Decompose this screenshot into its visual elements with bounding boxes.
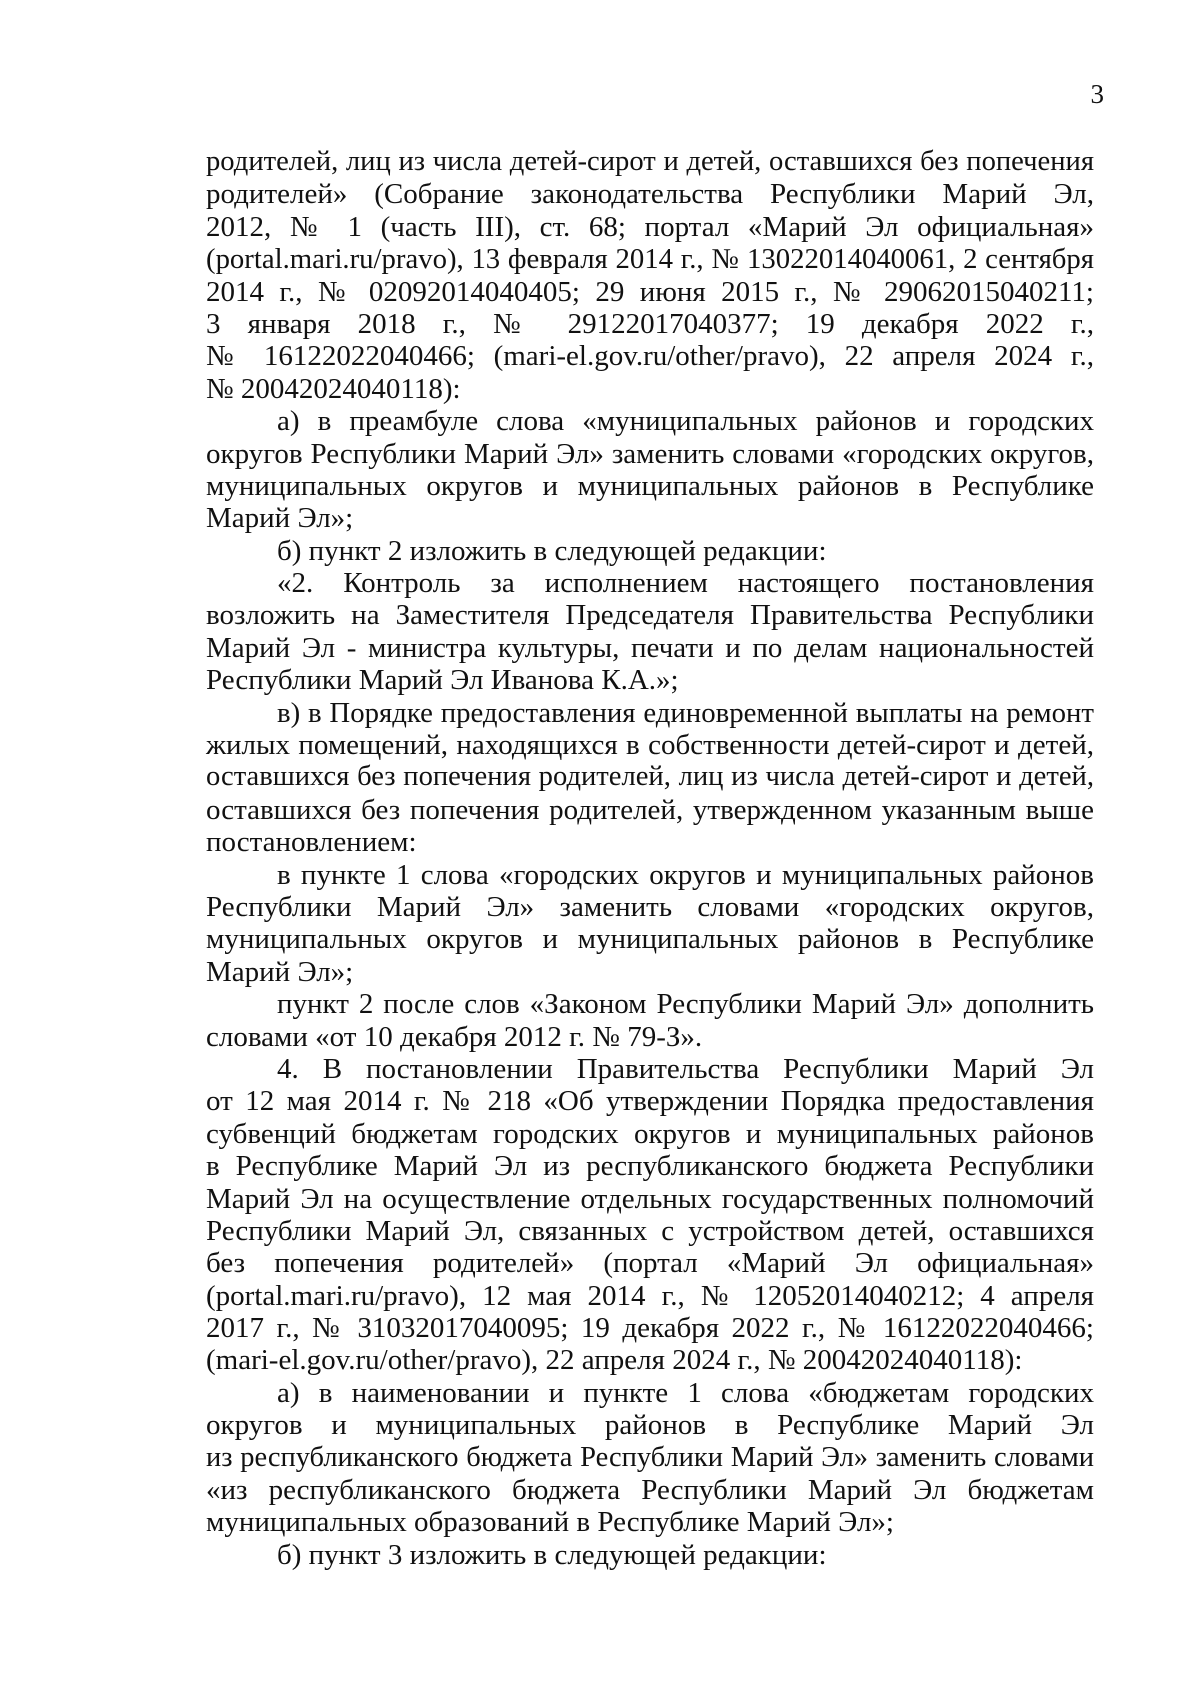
text-line: «2. Контроль за исполнением настоящего постановления (277, 567, 1094, 600)
text-line: а) в преамбуле слова «муниципальных районов и городских (277, 405, 1094, 438)
text-line: а) в наименовании и пункте 1 слова «бюджетам городских (277, 1376, 1094, 1409)
text-line: от 12 мая 2014 г. № 218 «Об утверждении Порядка предоставления (206, 1085, 1094, 1118)
text-line: муниципальных округов и муниципальных районов в Республике (206, 923, 1094, 956)
text-line: Республики Марий Эл Иванова К.А.»; (206, 664, 679, 697)
text-line: 4. В постановлении Правительства Республики Марий Эл (277, 1052, 1094, 1085)
text-line: Марий Эл - министра культуры, печати и по делам национальностей (206, 631, 1094, 664)
text-line: (portal.mari.ru/pravo), 13 февраля 2014 г., № 13022014040061, 2 сентября (206, 243, 1094, 276)
text-line: 2014 г., № 02092014040405; 29 июня 2015 г., № 29062015040211; (206, 275, 1094, 308)
text-line: пункт 2 после слов «Законом Республики Марий Эл» дополнить (277, 988, 1094, 1021)
text-line: в пункте 1 слова «городских округов и муниципальных районов (277, 858, 1094, 891)
text-line: словами «от 10 декабря 2012 г. № 79-З». (206, 1020, 703, 1053)
text-line: возложить на Заместителя Председателя Правительства Республики (206, 599, 1094, 632)
text-line: (portal.mari.ru/pravo), 12 мая 2014 г., № 12052014040212; 4 апреля (206, 1279, 1094, 1312)
page-number: 3 (1090, 79, 1104, 109)
text-line: в) в Порядке предоставления единовременной выплаты на ремонт (277, 696, 1094, 729)
text-line: жилых помещений, находящихся в собственности детей-сирот и детей, (206, 729, 1094, 762)
text-line: 3 января 2018 г., № 29122017040377; 19 декабря 2022 г., (206, 307, 1094, 340)
text-line: из республиканского бюджета Республики Марий Эл» заменить словами (206, 1441, 1094, 1473)
text-line: округов Республики Марий Эл» заменить словами «городских округов, (206, 437, 1094, 470)
text-line: (mari-el.gov.ru/other/pravo), 22 апреля 2024 г., № 20042024040118): (206, 1344, 1023, 1377)
text-line: в Республике Марий Эл из республиканского бюджета Республики (206, 1150, 1094, 1183)
text-line: муниципальных образований в Республике Марий Эл»; (206, 1506, 894, 1539)
text-line: Республики Марий Эл» заменить словами «городских округов, (206, 890, 1094, 923)
text-line: 2017 г., № 31032017040095; 19 декабря 2022 г., № 16122022040466; (206, 1312, 1094, 1345)
text-line: родителей, лиц из числа детей-сирот и детей, оставшихся без попечения (206, 146, 1094, 177)
text-line: постановлением: (206, 826, 417, 859)
text-line: муниципальных округов и муниципальных районов в Республике (206, 469, 1094, 502)
text-line: «из республиканского бюджета Республики Марий Эл бюджетам (206, 1474, 1094, 1507)
text-line: № 20042024040118): (206, 372, 461, 405)
text-line: субвенций бюджетам городских округов и муниципальных районов (206, 1117, 1094, 1150)
text-line: б) пункт 3 изложить в следующей редакции: (277, 1538, 827, 1571)
text-line: Марий Эл»; (206, 502, 354, 535)
text-line: Марий Эл»; (206, 955, 354, 988)
text-line: родителей» (Собрание законодательства Республики Марий Эл, (206, 178, 1094, 211)
text-line: 2012, № 1 (часть III), ст. 68; портал «Марий Эл официальная» (206, 210, 1094, 243)
text-line: № 16122022040466; (mari-el.gov.ru/other/pravo), 22 апреля 2024 г., (206, 340, 1094, 373)
text-line: Республики Марий Эл, связанных с устройством детей, оставшихся (206, 1214, 1094, 1247)
document-body (206, 146, 1094, 1571)
text-line: оставшихся без попечения родителей, утвержденном указанным выше (206, 793, 1094, 826)
text-line: б) пункт 2 изложить в следующей редакции: (277, 534, 827, 567)
text-line: оставшихся без попечения родителей, лиц из числа детей-сирот и детей, (206, 761, 1094, 793)
text-line: без попечения родителей» (портал «Марий Эл официальная» (206, 1247, 1094, 1280)
text-line: округов и муниципальных районов в Республике Марий Эл (206, 1409, 1094, 1442)
text-line: Марий Эл на осуществление отдельных государственных полномочий (206, 1182, 1094, 1215)
